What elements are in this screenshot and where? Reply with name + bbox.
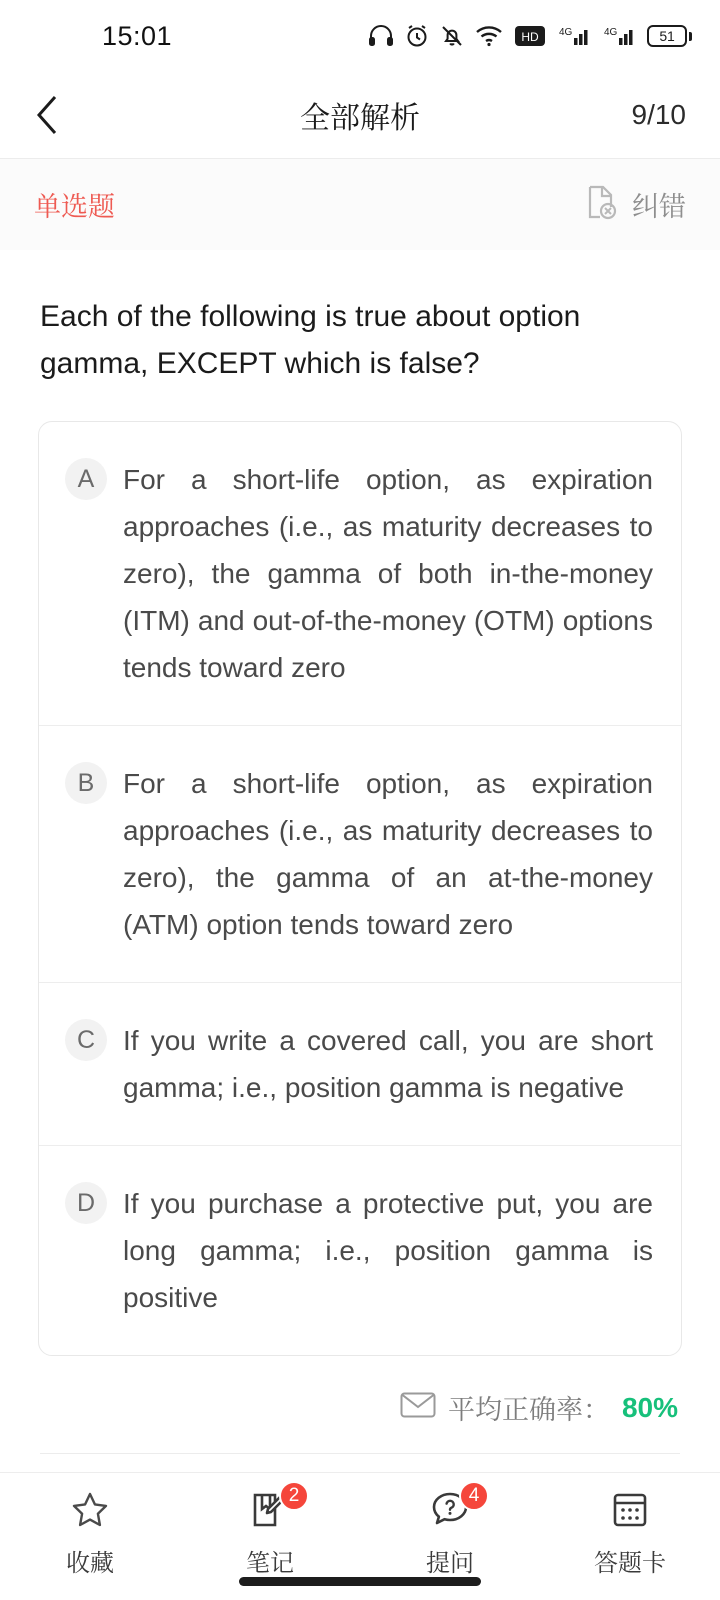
question-type-bar [0, 158, 720, 250]
nav-bar [0, 72, 720, 158]
question-counter: 9/10 [631, 99, 686, 130]
report-error-label: 纠错 [632, 192, 686, 222]
battery-icon [647, 25, 692, 47]
section-divider [40, 1453, 680, 1454]
tab-answer-sheet[interactable] [540, 1487, 720, 1578]
battery-level: 51 [647, 25, 687, 47]
envelope-icon [400, 1391, 436, 1424]
option-a[interactable] [39, 422, 681, 725]
svg-text:4G: 4G [604, 27, 618, 38]
option-c[interactable] [39, 982, 681, 1145]
status-time: 15:01 [102, 20, 173, 51]
status-icons [368, 24, 692, 48]
question-content [0, 250, 720, 1472]
report-error-button[interactable] [582, 183, 686, 226]
option-text: For a short-life option, as expiration approaches (i.e., as maturity decreases to zero), the gamma of both in-the-money (ITM) and out-of-the-money (OTM) options tends toward zero [123, 464, 653, 684]
signal-4g-1-icon [557, 24, 591, 48]
accuracy-label: 平均正确率： [447, 1395, 610, 1426]
option-text: If you write a covered call, you are short gamma; i.e., position gamma is negative [123, 1025, 653, 1104]
option-letter: C [65, 1019, 107, 1061]
options-list [38, 421, 682, 1356]
question-text: Each of the following is true about option gamma, EXCEPT which is false? [40, 300, 581, 380]
home-indicator [239, 1577, 481, 1586]
option-b[interactable] [39, 725, 681, 982]
alarm-icon [405, 24, 429, 48]
question-bubble-icon [427, 1485, 480, 1533]
question-type-label: 单选题 [34, 192, 115, 222]
notes-badge: 2 [279, 1481, 309, 1511]
questions-badge: 4 [459, 1481, 489, 1511]
chevron-left-icon [34, 93, 60, 137]
option-letter: A [65, 458, 107, 500]
signal-4g-2-icon [602, 24, 636, 48]
tab-label: 答题卡 [594, 1550, 666, 1577]
average-accuracy [38, 1356, 682, 1453]
svg-text:4G: 4G [559, 27, 573, 38]
wifi-icon [475, 25, 503, 47]
accuracy-value: 80% [621, 1391, 678, 1423]
option-letter: B [65, 762, 107, 804]
star-icon [67, 1487, 113, 1533]
back-button[interactable] [34, 93, 78, 137]
answer-sheet-icon [607, 1487, 653, 1533]
status-bar [0, 0, 720, 72]
tab-label: 收藏 [66, 1550, 114, 1577]
svg-text:HD: HD [521, 30, 539, 44]
headphone-icon [368, 24, 394, 48]
bell-off-icon [440, 24, 464, 48]
page-title: 全部解析 [300, 102, 420, 135]
note-pencil-icon [247, 1485, 300, 1533]
tab-label: 笔记 [246, 1550, 294, 1577]
option-text: If you purchase a protective put, you are long gamma; i.e., position gamma is positive [123, 1188, 653, 1314]
tab-favorites[interactable] [0, 1487, 180, 1578]
tab-label: 提问 [426, 1550, 474, 1577]
hd-icon [514, 25, 546, 47]
option-text: For a short-life option, as expiration approaches (i.e., as maturity decreases to zero), the gamma of an at-the-money (ATM) option tends toward zero [123, 768, 653, 941]
battery-cap [689, 32, 692, 41]
report-error-icon [582, 183, 620, 226]
option-letter: D [65, 1182, 107, 1224]
option-d[interactable] [39, 1145, 681, 1355]
tab-questions[interactable] [360, 1487, 540, 1578]
tab-notes[interactable] [180, 1487, 360, 1578]
